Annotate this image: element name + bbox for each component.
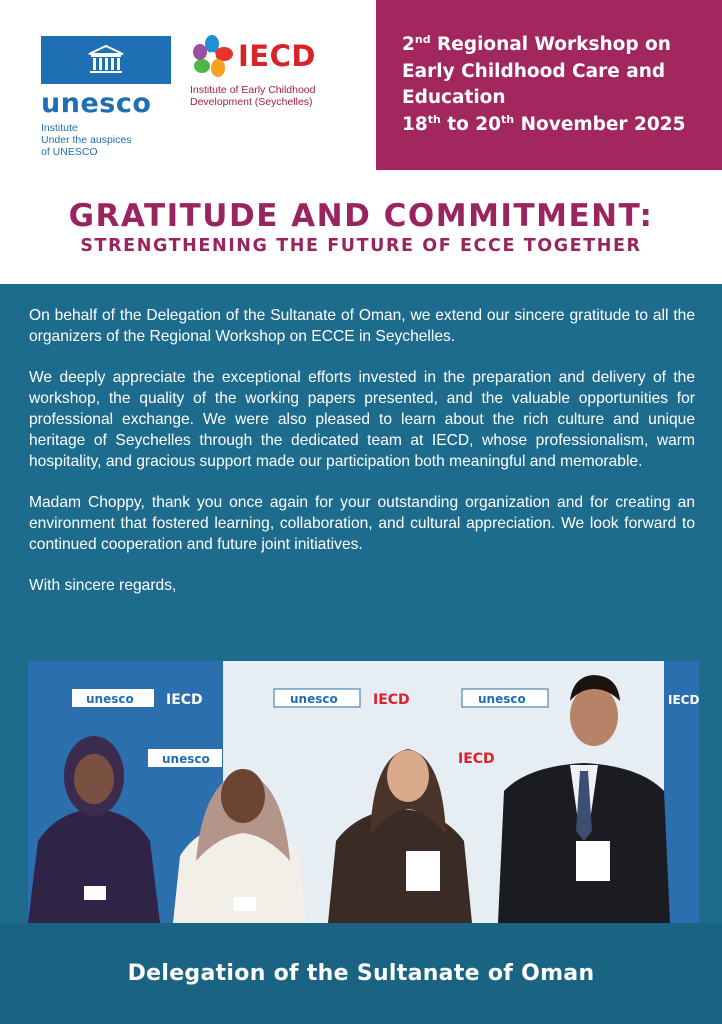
page-title: GRATITUDE AND COMMITMENT: [68, 198, 654, 234]
iecd-tagline-1: Institute of Early Childhood [190, 84, 316, 96]
unesco-temple-icon [86, 44, 126, 76]
iecd-logo [190, 34, 360, 108]
backdrop-iecd-2: IECD [373, 692, 410, 708]
unesco-tagline-2: Under the auspices [41, 134, 132, 146]
letter-section [0, 284, 722, 1024]
backdrop-iecd-3: IECD [458, 751, 495, 767]
backdrop-unesco-3: unesco [290, 692, 338, 706]
unesco-tagline-3: of UNESCO [41, 146, 98, 158]
page-subtitle: STRENGTHENING THE FUTURE OF ECCE TOGETHER [80, 236, 642, 256]
banner-line-2: Early Childhood Care and [402, 60, 666, 82]
letter-closing: With sincere regards, [29, 577, 177, 595]
backdrop-unesco-2: unesco [162, 752, 210, 766]
header [0, 0, 722, 170]
iecd-flower-icon [190, 34, 234, 78]
backdrop-iecd-1: IECD [166, 692, 203, 708]
photo-caption: Delegation of the Sultanate of Oman [127, 961, 595, 986]
title-section [0, 170, 722, 284]
banner-line-3: Education [402, 87, 506, 108]
caption-bar [0, 923, 722, 1024]
iecd-tagline-2: Development (Seychelles) [190, 96, 313, 108]
letter-text [29, 306, 695, 597]
event-banner [376, 0, 722, 170]
banner-dates: 18th to 20th November 2025 [402, 112, 686, 135]
iecd-wordmark: IECD [238, 39, 316, 73]
letter-paragraph-3: Madam Choppy, thank you once again for your outstanding organization and for creating an environment that fostered learning, collaboration, and cultural appreciation. We look forward to continued cooperation and future joint initiatives. [29, 494, 695, 553]
delegation-photo [28, 661, 699, 923]
backdrop-unesco-1: unesco [86, 692, 134, 706]
letter-paragraph-2: We deeply appreciate the exceptional efforts invested in the preparation and delivery of the workshop, the quality of the working papers presented, and the valuable opportunities for professional exchange. We were also pleased to learn about the rich culture and unique heritage of Seychelles through the dedicated team at IECD, whose professionalism, warm hospitality, and gracious support made our participation both meaningful and memorable. [29, 369, 695, 470]
photo-illustration [28, 661, 699, 923]
unesco-tagline-1: Institute [41, 122, 78, 134]
backdrop-iecd-4: IECD [668, 693, 699, 707]
unesco-logo [41, 36, 173, 158]
banner-line-1: 2nd Regional Workshop on [402, 32, 671, 55]
unesco-wordmark: unesco [41, 88, 152, 119]
unesco-temple-box [41, 36, 171, 84]
backdrop-unesco-4: unesco [478, 692, 526, 706]
letter-paragraph-1: On behalf of the Delegation of the Sultanate of Oman, we extend our sincere gratitude to all the organizers of the Regional Workshop on ECCE in Seychelles. [29, 307, 695, 345]
